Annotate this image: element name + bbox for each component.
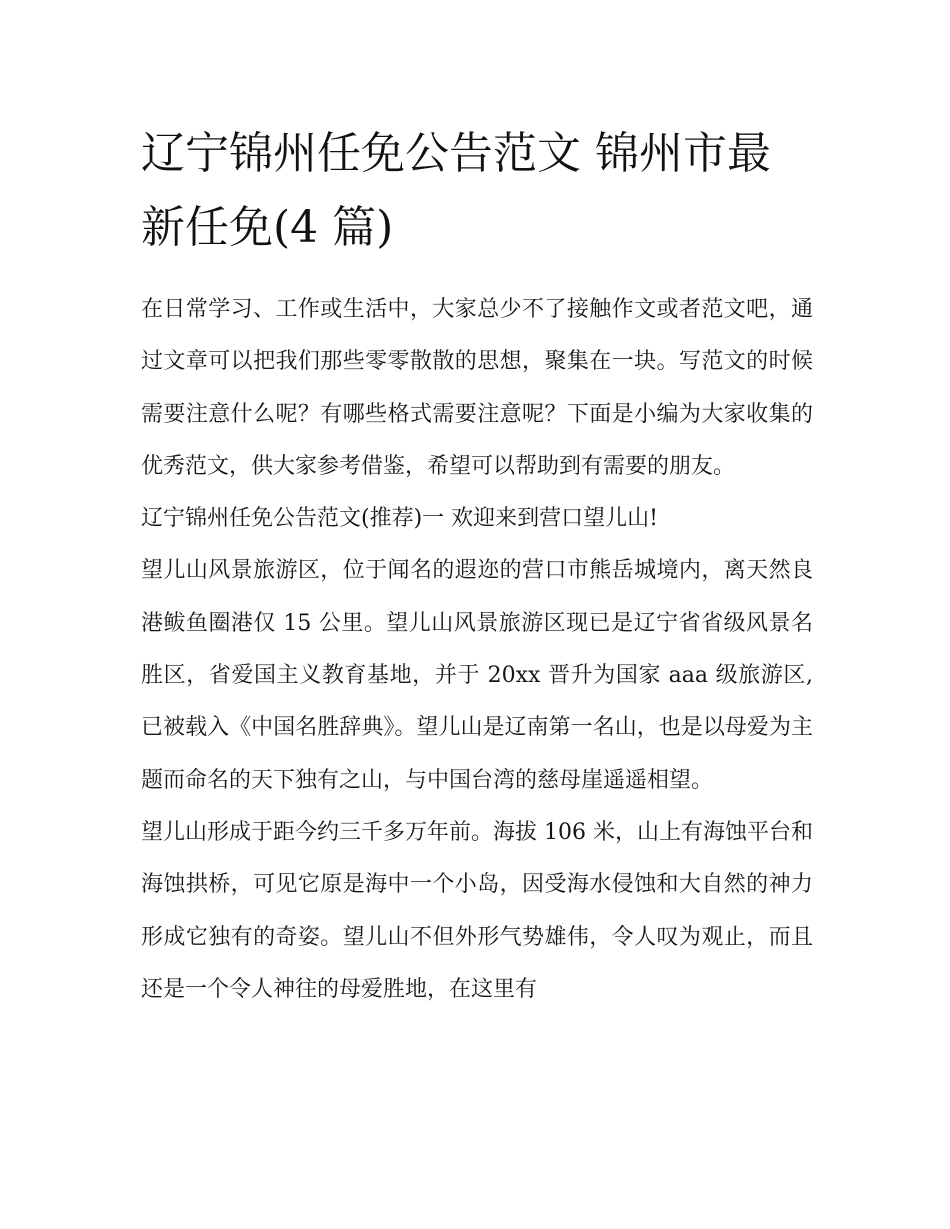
body-paragraph: 望儿山形成于距今约三千多万年前。海拔 106 米，山上有海蚀平台和海蚀拱桥，可见它原是海中一个小岛，因受海水侵蚀和大自然的神力形成它独有的奇姿。望儿山不但外形气势雄伟，令人叹为观止，而且还是一个令人神往的母爱胜地，在这里有: [141, 819, 813, 1002]
document-body: [141, 284, 813, 1016]
document-title: 辽宁锦州任免公告范文 锦州市最新任免(4 篇): [141, 128, 771, 253]
document-content: [141, 117, 813, 1016]
section-heading-paragraph: 辽宁锦州任免公告范文(推荐)一 欢迎来到营口望儿山!: [141, 506, 659, 532]
body-paragraph: 望儿山风景旅游区，位于闻名的遐迩的营口市熊岳城境内，离天然良港鲅鱼圈港仅 15 公里。望儿山风景旅游区现已是辽宁省省级风景名胜区，省爱国主义教育基地，并于 20xx 晋升为国家 aaa 级旅游区,已被载入《中国名胜辞典》。望儿山是辽南第一名山，也是以母爱为主题而命名的天下独有之山，与中国台湾的慈母崖遥遥相望。: [141, 558, 813, 793]
intro-paragraph: 在日常学习、工作或生活中，大家总少不了接触作文或者范文吧，通过文章可以把我们那些零零散散的思想，聚集在一块。写范文的时候需要注意什么呢？有哪些格式需要注意呢？下面是小编为大家收集的优秀范文，供大家参考借鉴，希望可以帮助到有需要的朋友。: [141, 297, 813, 479]
